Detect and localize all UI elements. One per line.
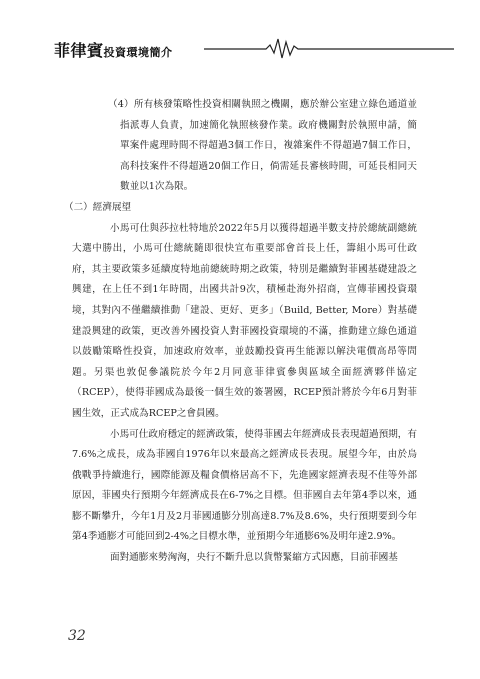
paragraph-2: 小馬可仕政府穩定的經濟政策，使得菲國去年經濟成長表現超過預期，有7.6%之成長，成為菲國自1976年以來最高之經濟成長表現。展望今年，由於烏俄戰爭持續進行，國際能源及糧食價格居高不下，先進國家經濟表現不佳等外部原因，菲國央行預期今年經濟成長在6-7%之目標。但菲國自去年第4季以來，通膨不斷攀升，今年1月及2月菲國通膨分別高達8.7%及8.6%，央行預期要到今年第4季通膨才可能回到2-4%之目標水準，並預期今年通膨6%及明年達2.9%。 [72, 428, 417, 543]
header-pulse-line [204, 36, 454, 60]
list-item-4: （4）所有核發策略性投資相關執照之機關，應於辦公室建立綠色通道並指派專人負責，加速簡化執照核發作業。政府機關對於執照申請，簡單案件處理時間不得超過3個工作日，複雜案件不得超過7個工作日，高科技案件不得超過20個工作日，倘需延長審核時間，可延長相同天數並以1次為限。 [108, 99, 417, 193]
paragraph-3: 面對通膨來勢洶洶，央行不斷升息以貨幣緊縮方式因應，目前菲國基 [110, 552, 398, 564]
page-number: 32 [68, 628, 86, 644]
section-heading: （二）經濟展望 [64, 201, 132, 213]
page-header [54, 36, 454, 60]
running-title-main: 菲律賓 [54, 41, 104, 60]
running-title [54, 38, 173, 61]
paragraph-1: 小馬可仕與莎拉杜特地於2022年5月以獲得超過半數支持於總統副總統大選中勝出，小馬可仕總統隨即很快宣布重要部會首長上任，籌組小馬可仕政府，其主要政策多延續度特地前總統時期之政策，特別是繼續對菲國基礎建設之興建，在上任不到1年時間，出國共計9次，積極赴海外招商，宣傳菲國投資環境，其對內不僅繼續推動「建設、更好、更多」（Build, Better, More）對基礎建設興建的政策，更改善外國投資人對菲國投資環境的不滿，推動建立綠色通道以鼓勵策略性投資，加速政府效率，並鼓勵投資再生能源以解決電價高昂等問題。另渠也敦促參議院於今年2月同意菲律賓參與區域全面經濟夥伴協定（RCEP），使得菲國成為最後一個生效的簽署國，RCEP預計將於今年6月對菲國生效，正式成為RCEP之會員國。 [72, 222, 417, 419]
page-body [64, 95, 417, 569]
running-title-sub: 投資環境簡介 [103, 46, 173, 59]
